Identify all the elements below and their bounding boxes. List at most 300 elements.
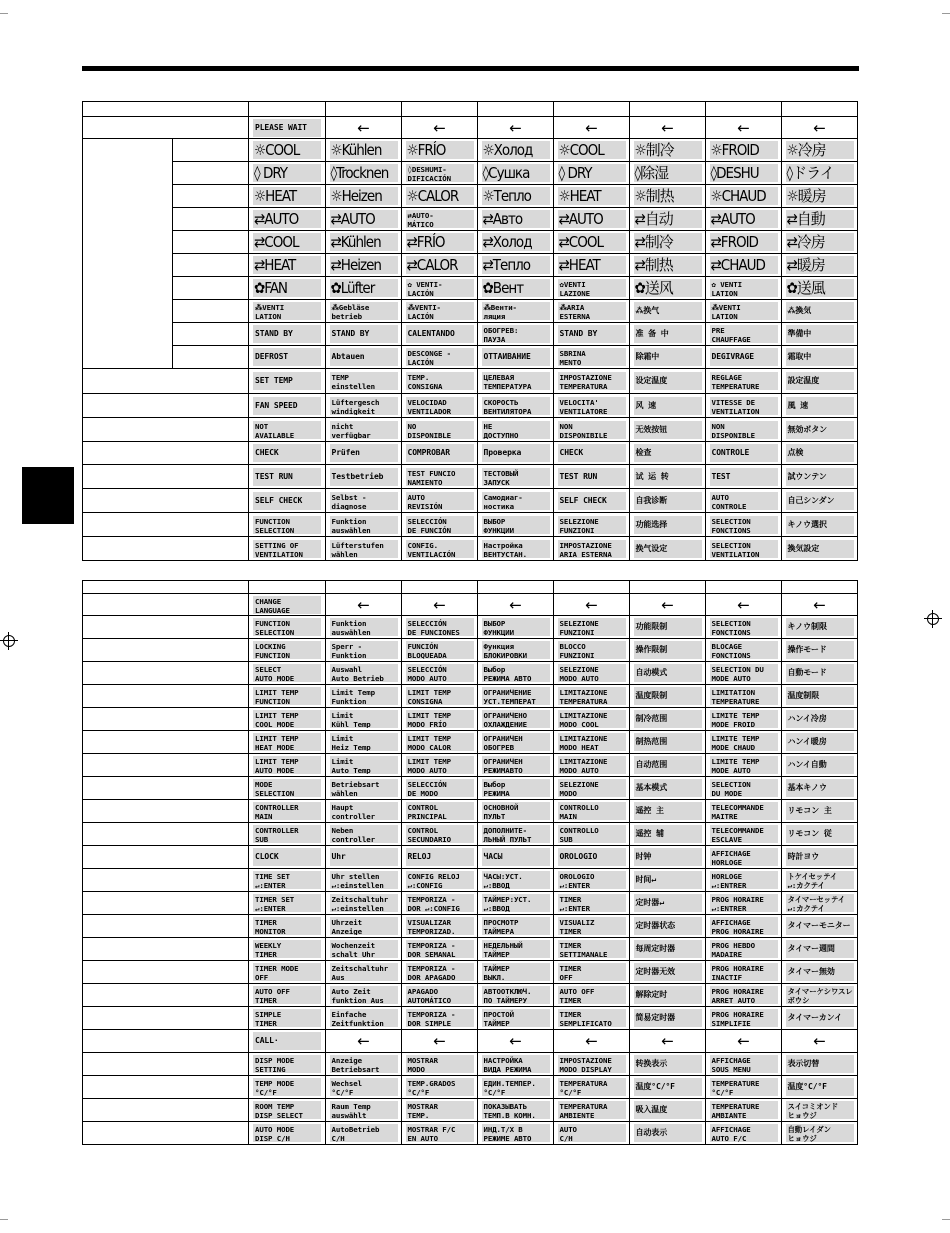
function-cell xyxy=(83,254,173,277)
language-cell xyxy=(326,442,402,465)
lcd-text: TEMPORIZA - DOR SEMANAL xyxy=(406,940,474,958)
lcd-text: Uhr stellen ↵:einstellen xyxy=(330,871,398,889)
language-cell xyxy=(630,892,706,915)
lcd-text: 温度限制 xyxy=(634,687,702,705)
same-as-english-arrow: ← xyxy=(357,118,370,137)
language-cell xyxy=(249,581,326,594)
lcd-text: SELECCIÓN DE FUNCIONES xyxy=(406,618,474,636)
same-as-english-arrow: ← xyxy=(661,595,674,614)
lcd-text: ROOM TEMP DISP SELECT xyxy=(253,1101,321,1119)
language-cell xyxy=(478,139,554,162)
function-cell xyxy=(83,300,173,323)
language-cell xyxy=(782,639,858,662)
lcd-text: AutoBetrieb C/H xyxy=(330,1124,398,1142)
lcd-text: ◊Сушка xyxy=(482,164,550,182)
language-cell xyxy=(402,731,478,754)
same-as-english-arrow: ← xyxy=(737,1032,750,1050)
language-cell xyxy=(326,869,402,892)
lcd-text: ИНД.Т/Х В РЕЖИМЕ АВТО xyxy=(482,1124,550,1142)
language-cell xyxy=(326,1053,402,1076)
language-cell xyxy=(630,300,706,323)
function-cell xyxy=(83,915,249,938)
table-row xyxy=(83,208,858,231)
language-cell xyxy=(706,162,782,185)
language-cell xyxy=(478,185,554,208)
lcd-text: LIMITATION TEMPERATURE xyxy=(710,687,778,705)
function-cell xyxy=(83,662,249,685)
function-sub-cell xyxy=(173,254,249,277)
language-cell xyxy=(706,892,782,915)
language-cell xyxy=(782,685,858,708)
language-cell xyxy=(326,961,402,984)
language-cell xyxy=(326,915,402,938)
language-cell xyxy=(326,465,402,489)
language-cell xyxy=(478,938,554,961)
function-cell xyxy=(83,537,173,561)
language-cell xyxy=(782,984,858,1007)
language-cell xyxy=(782,117,858,139)
lcd-text: タイマー週間 xyxy=(786,940,854,958)
lcd-text: ✿送风 xyxy=(634,279,702,297)
lcd-text: VISUALIZAR TEMPORIZAD. xyxy=(406,917,474,935)
language-cell xyxy=(402,1030,478,1053)
language-cell xyxy=(402,1076,478,1099)
lcd-text: ⇄AUTO xyxy=(253,210,321,228)
function-cell xyxy=(83,984,249,1007)
same-as-english-arrow: ← xyxy=(661,118,674,137)
language-cell xyxy=(782,892,858,915)
language-cell xyxy=(402,662,478,685)
language-cell xyxy=(249,489,326,513)
lcd-text: STAND BY xyxy=(558,325,626,343)
table-row xyxy=(83,708,858,731)
language-cell xyxy=(478,731,554,754)
lcd-text: ✿送風 xyxy=(786,279,854,297)
language-cell xyxy=(554,777,630,800)
lcd-text: タイマーカンイ xyxy=(786,1009,854,1027)
function-cell xyxy=(83,277,173,300)
language-cell xyxy=(249,277,326,300)
lcd-text: FUNCTION SELECTION xyxy=(253,618,321,636)
language-cell xyxy=(554,581,630,594)
lcd-text: 設定温度 xyxy=(786,372,854,390)
language-cell xyxy=(554,489,630,513)
lcd-text: ЧАСЫ xyxy=(482,848,550,866)
language-cell xyxy=(402,823,478,846)
language-cell xyxy=(706,685,782,708)
lcd-text: キノウ制限 xyxy=(786,618,854,636)
language-cell xyxy=(782,1007,858,1030)
lcd-text: タイマーモニター xyxy=(786,917,854,935)
language-cell xyxy=(249,594,326,616)
table-row xyxy=(83,581,858,594)
lcd-text: ☼冷房 xyxy=(786,141,854,159)
language-cell xyxy=(630,185,706,208)
table-row xyxy=(83,162,858,185)
table-row xyxy=(83,961,858,984)
lcd-text: TIMER SEMPLIFICATO xyxy=(558,1009,626,1027)
language-cell xyxy=(782,823,858,846)
lcd-text: 试 运 转 xyxy=(634,468,702,486)
lcd-text: Funktion auswählen xyxy=(330,618,398,636)
lcd-text: Zeitschaltuhr ↵:einstellen xyxy=(330,894,398,912)
lcd-text: COMPROBAR xyxy=(406,444,474,462)
function-cell xyxy=(83,442,173,465)
lcd-text: 換気設定 xyxy=(786,540,854,558)
lcd-text: 设定温度 xyxy=(634,372,702,390)
language-cell xyxy=(554,102,630,117)
lcd-text: ☼COOL xyxy=(558,141,626,159)
lcd-text: Abtauen xyxy=(330,348,398,366)
lcd-text: SETTING OF VENTILATION xyxy=(253,540,321,558)
same-as-english-arrow: ← xyxy=(433,1032,446,1050)
lcd-text: Auto Zeit funktion Aus xyxy=(330,986,398,1004)
language-cell xyxy=(782,139,858,162)
language-cell xyxy=(402,938,478,961)
language-cell xyxy=(326,754,402,777)
table-row xyxy=(83,231,858,254)
language-cell xyxy=(478,800,554,823)
language-cell xyxy=(249,708,326,731)
same-as-english-arrow: ← xyxy=(813,595,826,614)
language-cell xyxy=(478,915,554,938)
table-row xyxy=(83,731,858,754)
lcd-text: ⁂換気 xyxy=(786,302,854,320)
lcd-text: Выбор РЕЖИМА АВТО xyxy=(482,664,550,682)
language-cell xyxy=(630,418,706,442)
language-cell xyxy=(554,984,630,1007)
lcd-text: 基本模式 xyxy=(634,779,702,797)
lcd-text: Testbetrieb xyxy=(330,468,398,486)
lcd-text: SELECTION DU MODE AUTO xyxy=(710,664,778,682)
language-cell xyxy=(478,1007,554,1030)
lcd-text: ОСНОВНОЙ ПУЛЬТ xyxy=(482,802,550,820)
lcd-text: Prüfen xyxy=(330,444,398,462)
language-cell xyxy=(782,708,858,731)
lcd-text: ЕДИН.ТЕМПЕР. °C/°F xyxy=(482,1078,550,1096)
language-cell xyxy=(554,846,630,869)
language-cell xyxy=(326,117,402,139)
language-cell xyxy=(402,961,478,984)
lcd-text: Настройка ВЕНТУСТАН. xyxy=(482,540,550,558)
lcd-text: TEMPORIZA - DOR SIMPLE xyxy=(406,1009,474,1027)
language-cell xyxy=(478,662,554,685)
lcd-text: ⇄暖房 xyxy=(786,256,854,274)
language-cell xyxy=(706,800,782,823)
lcd-text: LIMITAZIONE MODO AUTO xyxy=(558,756,626,774)
language-cell xyxy=(478,231,554,254)
lcd-text: nicht verfügbar xyxy=(330,421,398,439)
language-cell xyxy=(249,323,326,346)
lcd-text: Uhrzeit Anzeige xyxy=(330,917,398,935)
language-cell xyxy=(326,513,402,537)
lcd-text: VISUALIZ TIMER xyxy=(558,917,626,935)
language-cell xyxy=(706,823,782,846)
language-cell xyxy=(554,394,630,418)
lcd-text: ⇄HEAT xyxy=(558,256,626,274)
lcd-text: MOSTRAR MODO xyxy=(406,1055,474,1073)
lcd-text: TIME SET ↵:ENTER xyxy=(253,871,321,889)
lcd-text: ☼CHAUD xyxy=(710,187,778,205)
language-cell xyxy=(706,394,782,418)
language-cell xyxy=(249,869,326,892)
language-cell xyxy=(630,208,706,231)
lcd-text: SELF CHECK xyxy=(558,492,626,510)
lcd-text: WEEKLY TIMER xyxy=(253,940,321,958)
function-sub-cell xyxy=(173,277,249,300)
lcd-text: CONFIG RELOJ ↵:CONFIG xyxy=(406,871,474,889)
function-cell xyxy=(83,938,249,961)
language-cell xyxy=(630,369,706,394)
function-sub-cell xyxy=(173,102,249,117)
function-sub-cell xyxy=(173,394,249,418)
section-tab xyxy=(22,467,74,524)
lcd-text: CHECK xyxy=(558,444,626,462)
function-cell xyxy=(83,869,249,892)
language-cell xyxy=(326,394,402,418)
table-row xyxy=(83,1122,858,1145)
language-cell xyxy=(478,442,554,465)
function-sub-cell xyxy=(173,489,249,513)
lcd-text: 温度°C/°F xyxy=(786,1078,854,1096)
lcd-text: 時計ヨウ xyxy=(786,848,854,866)
language-cell xyxy=(249,754,326,777)
language-cell xyxy=(326,938,402,961)
lcd-text: VELOCIDAD VENTILADOR xyxy=(406,397,474,415)
lcd-text: 温度°C/°F xyxy=(634,1078,702,1096)
lcd-text: MOSTRAR F/C EN AUTO xyxy=(406,1124,474,1142)
function-cell xyxy=(83,823,249,846)
lcd-text: ⇄AUTO- MÁTICO xyxy=(406,210,474,228)
language-cell xyxy=(630,869,706,892)
language-cell xyxy=(249,1007,326,1030)
language-cell xyxy=(554,369,630,394)
function-cell xyxy=(83,892,249,915)
language-cell xyxy=(326,581,402,594)
language-cell xyxy=(326,323,402,346)
language-cell xyxy=(326,537,402,561)
language-cell xyxy=(554,1099,630,1122)
language-cell xyxy=(706,581,782,594)
lcd-text: VELOCITA' VENTILATORE xyxy=(558,397,626,415)
lcd-text: SELEZIONE MODO xyxy=(558,779,626,797)
language-cell xyxy=(706,869,782,892)
language-cell xyxy=(402,323,478,346)
lcd-text: SELEZIONE MODO AUTO xyxy=(558,664,626,682)
lcd-text: ⁂ARIA ESTERNA xyxy=(558,302,626,320)
language-cell xyxy=(249,1122,326,1145)
lcd-text: DEFROST xyxy=(253,348,321,366)
lcd-text: PROG HORAIRE SIMPLIFIE xyxy=(710,1009,778,1027)
language-cell xyxy=(706,139,782,162)
lcd-text: 风 速 xyxy=(634,397,702,415)
language-cell xyxy=(554,537,630,561)
language-cell xyxy=(554,208,630,231)
language-cell xyxy=(402,1122,478,1145)
language-cell xyxy=(782,938,858,961)
lcd-text: ☼暖房 xyxy=(786,187,854,205)
lcd-text: 每周定时器 xyxy=(634,940,702,958)
language-cell xyxy=(706,777,782,800)
lcd-text: AUTO REVISIÓN xyxy=(406,492,474,510)
lcd-text: TEST xyxy=(710,468,778,486)
language-cell xyxy=(554,938,630,961)
language-cell xyxy=(630,777,706,800)
lcd-text: ⇄AUTO xyxy=(330,210,398,228)
table-row xyxy=(83,139,858,162)
lcd-text: 基本キノウ xyxy=(786,779,854,797)
language-cell xyxy=(402,708,478,731)
table-row xyxy=(83,418,858,442)
table-row xyxy=(83,346,858,369)
lcd-text: DESCONGE - LACIÓN xyxy=(406,348,474,366)
function-sub-cell xyxy=(173,513,249,537)
lcd-text: IMPOSTAZIONE TEMPERATURA xyxy=(558,372,626,390)
table-row xyxy=(83,1007,858,1030)
same-as-english-arrow: ← xyxy=(509,118,522,137)
language-cell xyxy=(249,846,326,869)
lcd-text: OROLOGIO ↵:ENTER xyxy=(558,871,626,889)
lcd-text: VITESSE DE VENTILATION xyxy=(710,397,778,415)
lcd-text: LIMITE TEMP MODE FROID xyxy=(710,710,778,728)
lcd-text: ⁂VENTI- LACIÓN xyxy=(406,302,474,320)
language-cell xyxy=(326,662,402,685)
lcd-text: ПРОСМОТР ТАЙМЕРА xyxy=(482,917,550,935)
language-cell xyxy=(249,513,326,537)
lcd-text: Проверка xyxy=(482,444,550,462)
function-cell xyxy=(83,1122,249,1145)
lcd-text: ⇄制热 xyxy=(634,256,702,274)
language-cell xyxy=(478,685,554,708)
function-cell xyxy=(83,685,249,708)
header-rule xyxy=(82,66,859,71)
lcd-text: ☼FROID xyxy=(710,141,778,159)
language-cell xyxy=(478,300,554,323)
language-cell xyxy=(630,594,706,616)
lcd-text: AUTO MODE DISP C/H xyxy=(253,1124,321,1142)
language-cell xyxy=(478,1030,554,1053)
lcd-text: ТАЙМЕР ВЫКЛ. xyxy=(482,963,550,981)
lcd-text: ☼制冷 xyxy=(634,141,702,159)
lcd-text: AUTO CONTROLE xyxy=(710,492,778,510)
same-as-english-arrow: ← xyxy=(509,1032,522,1050)
lcd-text: CONTROL PRINCIPAL xyxy=(406,802,474,820)
language-cell xyxy=(249,465,326,489)
language-cell xyxy=(478,777,554,800)
function-sub-cell xyxy=(173,369,249,394)
language-cell xyxy=(402,394,478,418)
language-cell xyxy=(630,489,706,513)
language-cell xyxy=(478,961,554,984)
language-cell xyxy=(402,442,478,465)
language-cell xyxy=(630,823,706,846)
language-cell xyxy=(326,594,402,616)
language-cell xyxy=(782,323,858,346)
lcd-text: TIMER OFF xyxy=(558,963,626,981)
language-cell xyxy=(554,754,630,777)
lcd-text: CONTROLLER SUB xyxy=(253,825,321,843)
table-row xyxy=(83,323,858,346)
same-as-english-arrow: ← xyxy=(433,595,446,614)
lcd-text: ☼HEAT xyxy=(558,187,626,205)
function-cell xyxy=(83,1053,249,1076)
lcd-text: Raum Temp auswählt xyxy=(330,1101,398,1119)
lcd-text: ⇄AUTO xyxy=(558,210,626,228)
lcd-text: NON DISPONIBLE xyxy=(710,421,778,439)
language-cell xyxy=(478,369,554,394)
language-cell xyxy=(782,300,858,323)
lcd-text: Anzeige Betriebsart xyxy=(330,1055,398,1073)
language-cell xyxy=(630,1099,706,1122)
lcd-text: 吸入温度 xyxy=(634,1101,702,1119)
lcd-message-table-2 xyxy=(82,580,858,1145)
function-cell xyxy=(83,489,173,513)
same-as-english-arrow: ← xyxy=(357,595,370,614)
lcd-text: PROG HORAIRE ↵:ENTRER xyxy=(710,894,778,912)
language-cell xyxy=(402,102,478,117)
language-cell xyxy=(782,1122,858,1145)
language-cell xyxy=(554,616,630,639)
language-cell xyxy=(326,846,402,869)
language-cell xyxy=(554,915,630,938)
lcd-text: CONTROL SECUNDARIO xyxy=(406,825,474,843)
lcd-text: НАСТРОЙКА ВИДА РЕЖИМА xyxy=(482,1055,550,1073)
language-cell xyxy=(706,323,782,346)
language-cell xyxy=(478,254,554,277)
function-sub-cell xyxy=(173,300,249,323)
language-cell xyxy=(706,369,782,394)
function-cell xyxy=(83,117,173,139)
lcd-text: 功能限制 xyxy=(634,618,702,636)
language-cell xyxy=(478,984,554,1007)
language-cell xyxy=(326,185,402,208)
function-cell xyxy=(83,323,173,346)
lcd-text: 自动模式 xyxy=(634,664,702,682)
lcd-text: ⇄AUTO xyxy=(710,210,778,228)
language-cell xyxy=(782,208,858,231)
language-cell xyxy=(782,1076,858,1099)
lcd-text: ✿Lüfter xyxy=(330,279,398,297)
language-cell xyxy=(249,1030,326,1053)
lcd-text: ПОКАЗЫВАТЬ ТЕМП.В КОМН. xyxy=(482,1101,550,1119)
lcd-text: SELECCIÓN DE MODO xyxy=(406,779,474,797)
language-cell xyxy=(630,915,706,938)
lcd-text: トケイセッテイ ↵:カクテイ xyxy=(786,871,854,889)
same-as-english-arrow: ← xyxy=(737,595,750,614)
lcd-text: PRE CHAUFFAGE xyxy=(710,325,778,343)
language-cell xyxy=(402,846,478,869)
lcd-text: ⁂换气 xyxy=(634,302,702,320)
language-cell xyxy=(782,346,858,369)
language-cell xyxy=(402,1099,478,1122)
lcd-text: TIMER MONITOR xyxy=(253,917,321,935)
lcd-text: ✿VENTI LAZIONE xyxy=(558,279,626,297)
language-cell xyxy=(249,139,326,162)
lcd-text: RELOJ xyxy=(406,848,474,866)
language-cell xyxy=(249,800,326,823)
language-cell xyxy=(249,639,326,662)
language-cell xyxy=(478,102,554,117)
registration-mark-left xyxy=(0,632,18,650)
lcd-text: Einfache Zeitfunktion xyxy=(330,1009,398,1027)
lcd-text: タイマー無効 xyxy=(786,963,854,981)
language-cell xyxy=(478,513,554,537)
language-cell xyxy=(249,185,326,208)
table-row xyxy=(83,277,858,300)
lcd-text: CLOCK xyxy=(253,848,321,866)
language-cell xyxy=(782,254,858,277)
language-cell xyxy=(782,1053,858,1076)
